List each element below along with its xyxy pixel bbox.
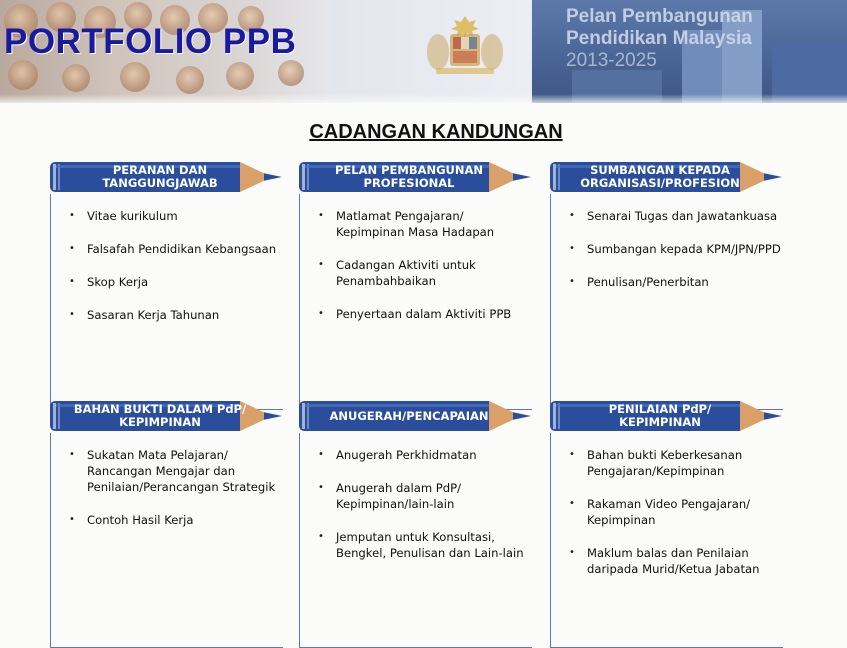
list-item xyxy=(69,274,283,290)
list-item xyxy=(569,208,783,224)
content-card xyxy=(50,160,290,409)
list-item xyxy=(69,208,283,224)
card-heading xyxy=(66,401,254,431)
list-item-line: • Sasaran Kerja Tahunan xyxy=(87,308,220,322)
list-item-line: Kepimpinan/lain-lain xyxy=(336,497,455,511)
list-item-line: • Bahan bukti Keberkesanan xyxy=(587,448,743,462)
content-card xyxy=(550,160,790,409)
content-card xyxy=(550,399,790,647)
bullet-list xyxy=(69,447,283,545)
card-heading xyxy=(566,162,754,192)
list-item-line: daripada Murid/Ketua Jabatan xyxy=(587,562,760,576)
card-heading-line: SUMBANGAN KEPADA xyxy=(590,163,730,177)
list-item xyxy=(318,529,532,561)
card-heading xyxy=(66,162,254,192)
card-heading-line: ORGANISASI/PROFESION xyxy=(580,176,740,190)
content-card xyxy=(299,160,539,409)
banner-line: 2013-2025 xyxy=(566,50,657,71)
list-item xyxy=(69,307,283,323)
card-body xyxy=(50,433,283,648)
list-item-line: • Anugerah Perkhidmatan xyxy=(336,448,477,462)
list-item-line: • Skop Kerja xyxy=(87,275,149,289)
list-item-line: • Matlamat Pengajaran/ xyxy=(336,209,464,223)
content-card xyxy=(299,399,539,647)
list-item-line: Kepimpinan Masa Hadapan xyxy=(336,225,495,239)
list-item-line: • Cadangan Aktiviti untuk xyxy=(336,258,476,272)
list-item xyxy=(69,241,283,257)
card-body xyxy=(550,433,783,648)
bullet-list xyxy=(318,447,532,578)
list-item-line: • Vitae kurikulum xyxy=(87,209,178,223)
list-item xyxy=(569,274,783,290)
list-item-line: Penambahbaikan xyxy=(336,274,436,288)
list-item-line: • Anugerah dalam PdP/ xyxy=(336,481,462,495)
card-heading-line: PERANAN DAN xyxy=(112,163,208,177)
list-item-line: Bengkel, Penulisan dan Lain-lain xyxy=(336,546,524,560)
page-title: PORTFOLIO PPB xyxy=(4,22,297,61)
list-item xyxy=(318,447,532,463)
list-item xyxy=(318,257,532,289)
list-item xyxy=(569,241,783,257)
list-item-line: • Sumbangan kepada KPM/JPN/PPD xyxy=(587,242,781,256)
card-heading-line: PELAN PEMBANGUNAN xyxy=(334,163,484,177)
list-item-line: • Maklum balas dan Penilaian xyxy=(587,546,749,560)
list-item-line: • Senarai Tugas dan Jawatankuasa xyxy=(587,209,778,223)
list-item xyxy=(69,512,283,528)
list-item xyxy=(318,208,532,240)
list-item xyxy=(318,480,532,512)
list-item-line: Penilaian/Perancangan Strategik xyxy=(87,480,276,494)
card-heading xyxy=(315,162,503,192)
list-item xyxy=(318,306,532,322)
list-item-line: • Contoh Hasil Kerja xyxy=(87,513,194,527)
content-card xyxy=(50,399,290,647)
list-item-line: • Penulisan/Penerbitan xyxy=(587,275,709,289)
list-item xyxy=(569,447,783,479)
banner-line: Pelan Pembangunan xyxy=(566,6,753,27)
list-item-line: • Falsafah Pendidikan Kebangsaan xyxy=(87,242,277,256)
list-item-line: • Sukatan Mata Pelajaran/ xyxy=(87,448,228,462)
card-heading xyxy=(566,401,754,431)
list-item-line: Kepimpinan xyxy=(587,513,656,527)
list-item xyxy=(569,496,783,528)
malaysia-coat-of-arms-logo xyxy=(424,12,506,76)
card-heading-line: PROFESIONAL xyxy=(363,176,455,190)
card-heading-line: ANUGERAH/PENCAPAIAN xyxy=(329,408,489,423)
card-heading xyxy=(315,401,503,431)
bullet-list xyxy=(569,447,783,594)
list-item-line: Pengajaran/Kepimpinan xyxy=(587,464,725,478)
list-item-line: Rancangan Mengajar dan xyxy=(87,464,236,478)
list-item-line: • Rakaman Video Pengajaran/ xyxy=(587,497,751,511)
card-heading-line: TANGGUNGJAWAB xyxy=(102,176,218,190)
header-banner xyxy=(0,0,847,103)
card-heading-line: BAHAN BUKTI DALAM PdP/ xyxy=(73,402,247,416)
card-body xyxy=(50,194,283,410)
card-body xyxy=(550,194,783,410)
section-title: CADANGAN KANDUNGAN xyxy=(309,121,563,143)
card-heading-line: KEPIMPINAN xyxy=(119,415,201,429)
list-item-line: • Jemputan untuk Konsultasi, xyxy=(336,530,495,544)
card-heading-line: KEPIMPINAN xyxy=(619,415,701,429)
list-item xyxy=(69,447,283,495)
list-item-line: • Penyertaan dalam Aktiviti PPB xyxy=(336,307,512,321)
list-item xyxy=(569,545,783,577)
bullet-list xyxy=(569,208,783,307)
bullet-list xyxy=(318,208,532,339)
card-body xyxy=(299,194,532,410)
banner-text xyxy=(566,6,836,72)
bullet-list xyxy=(69,208,283,340)
banner-line: Pendidikan Malaysia xyxy=(566,28,752,49)
card-heading-line: PENILAIAN PdP/ xyxy=(608,402,712,416)
card-body xyxy=(299,433,532,648)
